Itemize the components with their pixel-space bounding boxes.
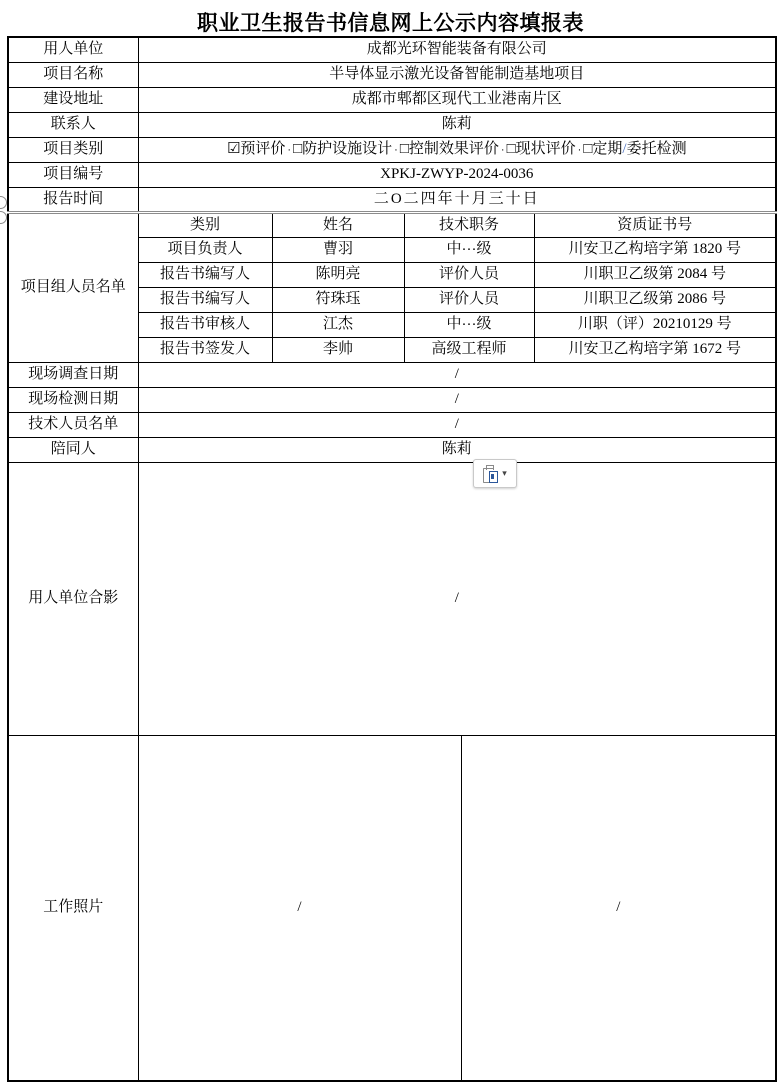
- option-label: 控制效果评价: [408, 140, 499, 158]
- paste-clipboard-icon: [483, 465, 498, 483]
- address-value: 成都市郫都区现代工业港南片区: [138, 87, 776, 112]
- col-header-certificate: 资质证书号: [534, 212, 776, 237]
- project-name-value: 半导体显示激光设备智能制造基地项目: [138, 62, 776, 87]
- table-row: [8, 87, 776, 112]
- option-status-evaluation: [507, 140, 576, 157]
- table-row: [8, 137, 776, 162]
- option-label: 委托检测: [626, 140, 687, 158]
- left-edge-anchor-circle: [0, 196, 7, 209]
- checkbox-checked-icon: ☑: [226, 140, 241, 158]
- role-cell: 项目负责人: [138, 237, 272, 262]
- col-header-category: 类别: [138, 212, 272, 237]
- checkbox-empty-icon: □: [583, 140, 593, 158]
- accompany-label: 陪同人: [8, 437, 138, 462]
- page-title: 职业卫生报告书信息网上公示内容填报表: [197, 12, 584, 35]
- chevron-down-icon[interactable]: ▾: [502, 468, 507, 478]
- employer-value: 成都光环智能装备有限公司: [138, 37, 776, 62]
- title-cell: 中···级: [404, 237, 534, 262]
- category-label: 项目类别: [8, 137, 138, 162]
- role-cell: 报告书编写人: [138, 287, 272, 312]
- dot-separator: ·: [287, 144, 292, 157]
- project-number-label: 项目编号: [8, 162, 138, 187]
- name-cell: 陈明亮: [272, 262, 404, 287]
- work-photo-cell-right: /: [461, 735, 776, 1081]
- table-row: [8, 37, 776, 62]
- personnel-header-row: [8, 212, 776, 237]
- detection-date-value: /: [138, 387, 776, 412]
- contact-value: 陈莉: [138, 112, 776, 137]
- role-cell: 报告书审核人: [138, 312, 272, 337]
- table-row: [8, 162, 776, 187]
- name-cell: 曹羽: [272, 237, 404, 262]
- table-row: [8, 62, 776, 87]
- option-protection-design: [293, 140, 392, 157]
- option-control-effect: [400, 140, 499, 157]
- personnel-section-label: 项目组人员名单: [8, 212, 138, 362]
- certificate-cell: 川职卫乙级第 2084 号: [534, 262, 776, 287]
- table-row: [8, 437, 776, 462]
- slash-separator: /: [622, 141, 627, 158]
- survey-date-label: 现场调查日期: [8, 362, 138, 387]
- title-cell: 高级工程师: [404, 337, 534, 362]
- certificate-cell: 川安卫乙构培字第 1672 号: [534, 337, 776, 362]
- left-edge-anchor-circle: [0, 211, 7, 224]
- option-label: 定期: [592, 140, 623, 158]
- option-label: 预评价: [240, 140, 286, 158]
- certificate-cell: 川安卫乙构培字第 1820 号: [534, 237, 776, 262]
- option-pre-evaluation: [227, 140, 285, 157]
- project-name-label: 项目名称: [8, 62, 138, 87]
- checkbox-empty-icon: □: [506, 140, 516, 158]
- table-row: [8, 112, 776, 137]
- title-cell: 中···级: [404, 312, 534, 337]
- work-photo-cell-left: /: [138, 735, 461, 1081]
- option-label: 防护设施设计: [302, 140, 393, 158]
- group-photo-label: 用人单位合影: [8, 462, 138, 735]
- name-cell: 李帅: [272, 337, 404, 362]
- table-row: [8, 387, 776, 412]
- certificate-cell: 川职卫乙级第 2086 号: [534, 287, 776, 312]
- table-row: [8, 412, 776, 437]
- accompany-value: 陈莉: [138, 437, 776, 462]
- col-header-title: 技术职务: [404, 212, 534, 237]
- detection-date-label: 现场检测日期: [8, 387, 138, 412]
- checkbox-empty-icon: □: [399, 140, 409, 158]
- title-cell: 评价人员: [404, 287, 534, 312]
- tech-staff-value: /: [138, 412, 776, 437]
- dot-separator: ·: [500, 144, 505, 157]
- option-periodic-detection: [583, 140, 686, 157]
- address-label: 建设地址: [8, 87, 138, 112]
- table-row: [8, 187, 776, 212]
- category-value: [138, 137, 776, 162]
- title-cell: 评价人员: [404, 262, 534, 287]
- work-photo-label: 工作照片: [8, 735, 138, 1081]
- survey-date-value: /: [138, 362, 776, 387]
- contact-label: 联系人: [8, 112, 138, 137]
- group-photo-row: [8, 462, 776, 735]
- checkbox-empty-icon: □: [293, 140, 303, 158]
- report-form-table: [7, 36, 777, 1082]
- report-date-label: 报告时间: [8, 187, 138, 212]
- name-cell: 符珠珏: [272, 287, 404, 312]
- dot-separator: ·: [577, 144, 582, 157]
- employer-label: 用人单位: [8, 37, 138, 62]
- work-photo-row: [8, 735, 776, 1081]
- certificate-cell: 川职（评）20210129 号: [534, 312, 776, 337]
- role-cell: 报告书签发人: [138, 337, 272, 362]
- group-photo-cell: /: [138, 462, 776, 735]
- role-cell: 报告书编写人: [138, 262, 272, 287]
- name-cell: 江杰: [272, 312, 404, 337]
- paste-options-button[interactable]: [473, 459, 517, 488]
- col-header-name: 姓名: [272, 212, 404, 237]
- tech-staff-label: 技术人员名单: [8, 412, 138, 437]
- project-number-value: XPKJ-ZWYP-2024-0036: [138, 162, 776, 187]
- option-label: 现状评价: [515, 140, 576, 158]
- report-date-value: 二O二四年十月三十日: [138, 187, 776, 212]
- dot-separator: ·: [394, 144, 398, 157]
- table-row: [8, 362, 776, 387]
